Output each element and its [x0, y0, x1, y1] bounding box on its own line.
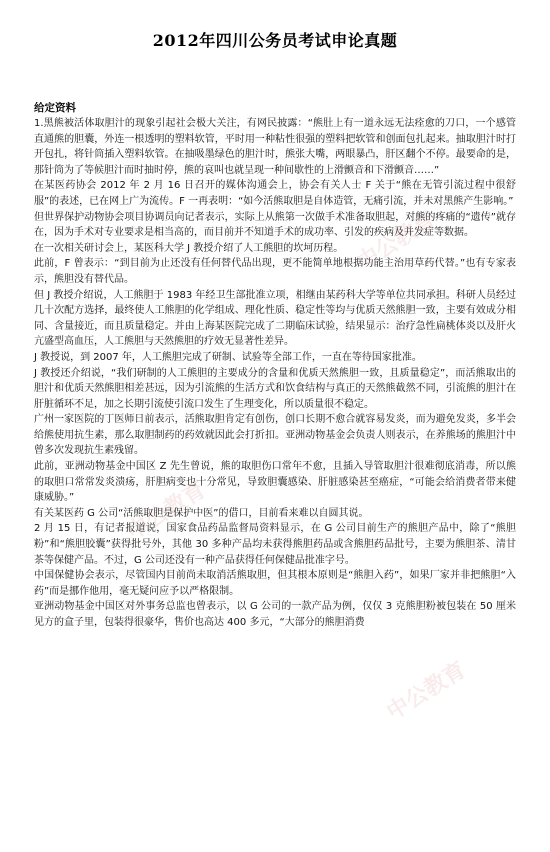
section-heading: 给定资料	[34, 102, 76, 114]
paragraph: 但世界保护动物协会项目协调员向记者表示，实际上从熊第一次做手术准备取胆起，对熊的疼痛的“遗传”就存在，因为手术对专业要求是相当高的，而目前并不知道手术的成功率、引发的疾病及并发症等数据。	[34, 211, 516, 239]
paragraph: J 教授还介绍说，“我们研制的人工熊胆的主要成分的含量和优质天然熊胆一致，且质量稳定”，而活熊取出的胆汁和优质天然熊胆相差甚远，因为引流熊的生活方式和饮食结构与真正的天然熊截然不同，引流熊的胆汁在肝脏循环不足，加之长期引流使引流口发生了生理变化，所以质量很不稳定。	[34, 367, 516, 410]
paragraph: 亚洲动物基金中国区对外事务总监也曾表示，以 G 公司的一款产品为例，仅仅 3 克熊胆粉被包装在 50 厘米见方的盒子里，包装得很豪华，售价也高达 400 多元，“大部分的熊胆消费	[34, 601, 516, 628]
document-title: 2012年四川公务员考试申论真题	[152, 31, 398, 50]
paragraph: 有关某医药 G 公司“活熊取胆是保护中医”的借口，目前看来难以自圆其说。	[34, 507, 369, 519]
paragraph: 1.黑熊被活体取胆汁的现象引起社会极大关注，有网民披露：“熊肚上有一道永远无法痊愈的刀口，一个感管直通熊的胆囊，外连一根透明的塑料软管，平时用一种粘性很强的塑料把软管和创面包扎起来。抽取胆汁时打开包扎，将针筒插入塑料软管。在抽吸墨绿色的胆汁时，熊张大嘴，两眼暴凸，肝区翻个不停。最要命的是，那针筒为了等候胆汁而时抽时停，熊的哀叫也就呈现一种间歇性的上滑颤音和下滑颤音……”	[34, 118, 516, 176]
paragraph: J 教授说，到 2007 年，人工熊胆完成了研制、试验等全部工作，一直在等待国家批准。	[34, 351, 422, 363]
paragraph: 但 J 教授介绍说，人工熊胆于 1983 年经卫生部批准立项，相继由某药科大学等单位共同承担。科研人员经过几十次配方选择，最终使人工熊胆的化学组成、理化性质、稳定性等均与优质天然熊胆一致，主要有效成分相同、含量接近，而且质量稳定。并由上海某医院完成了二期临床试验，结果显示：治疗急性扁桃体炎以及肝火亢盛型高血压，人工熊胆与天然熊胆的疗效无显著性差异。	[34, 289, 516, 348]
watermark: 中公教育	[122, 477, 211, 546]
paragraph: 在一次相关研讨会上，某医科大学 J 教授介绍了人工熊胆的坎坷历程。	[34, 242, 344, 254]
paragraph: 此前，F 曾表示：“到目前为止还没有任何替代品出现，更不能简单地根据功能主治用草药代替。”也有专家表示，熊胆没有替代品。	[34, 258, 516, 285]
paragraph: 在某医药协会 2012 年 2 月 16 日召开的媒体沟通会上，协会有关人士 F 关于“熊在无管引流过程中很舒服”的表述，已在网上广为流传。F 一再表明：“如今活熊取胆是自体造管，无痛引流，并未对黑熊产生影响。”	[34, 180, 516, 207]
paragraph: 广州一家医院的丁医师日前表示，活熊取胆肯定有创伤，创口长期不愈合就容易发炎，而为避免发炎，多半会给熊使用抗生素，那么取胆制药的药效就因此会打折扣。亚洲动物基金会负责人则表示，在养熊场的熊胆汁中曾多次发现抗生素残留。	[34, 414, 516, 457]
paragraph: 此前，亚洲动物基金中国区 Z 先生曾说，熊的取胆伤口常年不愈，且插入导管取胆汁很难彻底消毒，所以熊的取胆口常常发炎溃疡，肝胆病变也十分常见，导致胆囊感染、肝脏感染甚至癌症，“可能会给消费者带来健康威胁。”	[34, 461, 516, 504]
paragraph: 2 月 15 日，有记者报道说，国家食品药品监督局资料显示，在 G 公司目前生产的熊胆产品中，除了“熊胆粉”和“熊胆胶囊”获得批号外，其他 30 多种产品均未获得熊胆药品或含熊胆药品批号，主要为熊胆茶、清甘茶等保健产品。不过，G 公司还没有一种产品获得任何保健品批准字号。	[34, 523, 516, 566]
paragraph: 中国保健协会表示，尽管国内目前尚未取消活熊取胆，但其根本原则是“熊胆入药”，如果厂家并非把熊胆“入药”而是挪作他用，毫无疑问应予以严格限制。	[34, 570, 516, 597]
document-body	[34, 116, 516, 631]
watermark: 中公教育	[352, 207, 441, 276]
watermark: 中公教育	[382, 657, 471, 726]
